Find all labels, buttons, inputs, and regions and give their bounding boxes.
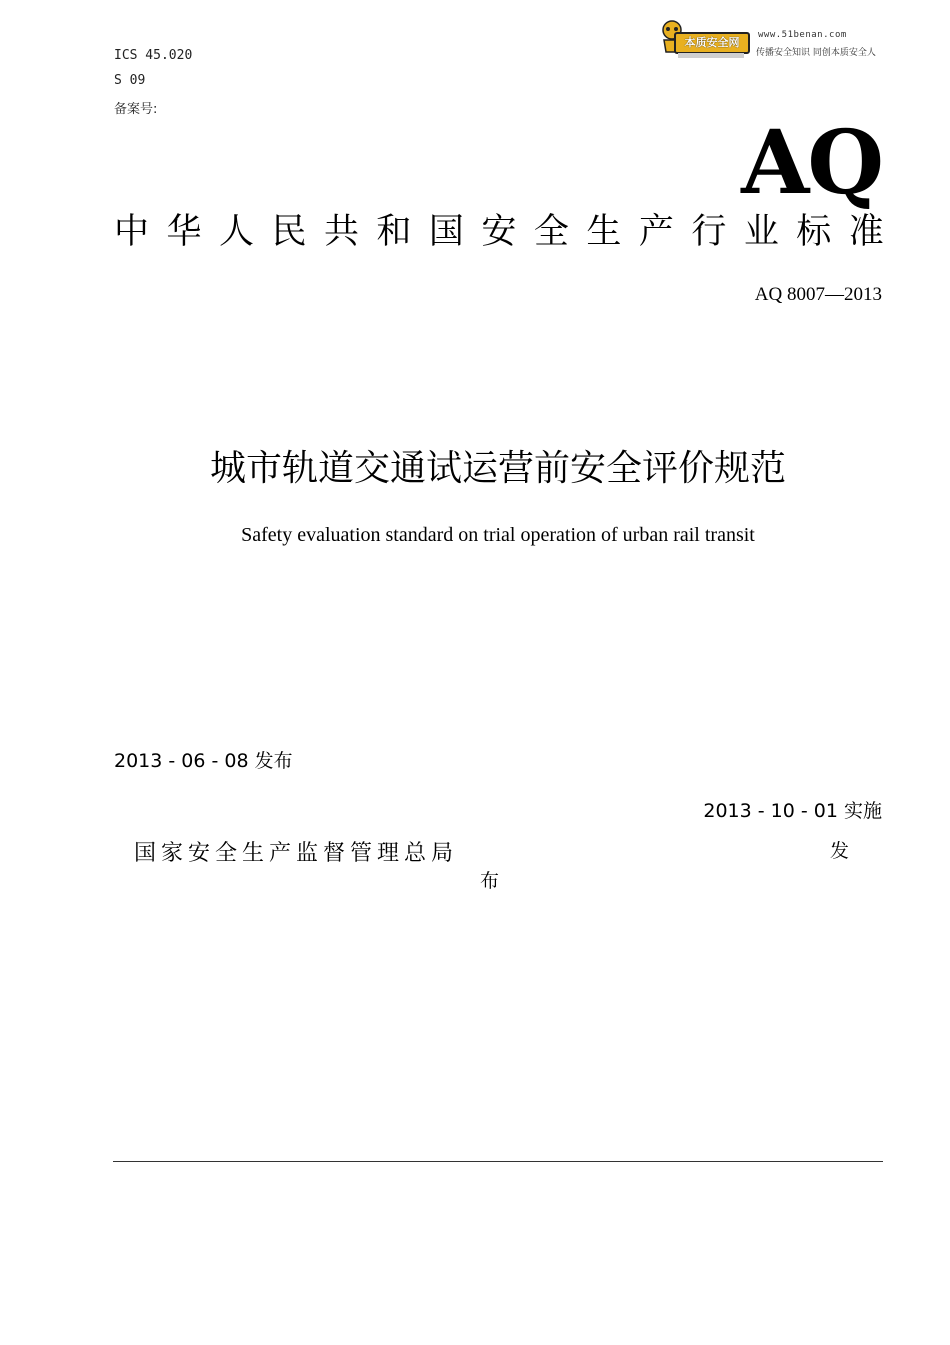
standard-mark: AQ [741, 110, 882, 214]
industry-standard-title [114, 208, 884, 256]
publish-date: 2013 - 06 - 08 发布 [114, 750, 293, 772]
industry-char: 中 [114, 212, 150, 252]
document-title: 城市轨道交通试运营前安全评价规范 [209, 448, 786, 489]
industry-char: 民 [271, 212, 307, 252]
ics-code: ICS 45.020 [114, 48, 193, 63]
footer-divider [113, 1161, 883, 1162]
logo-badge: 本质安全网 [674, 32, 750, 54]
issuing-authority: 国家安全生产监督管理总局 [134, 841, 459, 866]
site-slogan: 传播安全知识 同创本质安全人 [756, 48, 876, 58]
industry-char: 全 [533, 212, 569, 252]
industry-char: 准 [848, 212, 884, 252]
standard-number: AQ 8007—2013 [754, 284, 882, 305]
industry-char: 国 [428, 212, 464, 252]
industry-char: 共 [323, 212, 359, 252]
industry-char: 安 [481, 212, 517, 252]
implement-date: 2013 - 10 - 01 实施 [703, 800, 882, 822]
industry-char: 和 [376, 212, 412, 252]
site-url: www.51benan.com [758, 30, 847, 40]
issue-label-bu: 布 [480, 870, 500, 892]
industry-char: 标 [796, 212, 832, 252]
logo-underline [678, 53, 744, 58]
industry-char: 生 [586, 212, 622, 252]
industry-char: 华 [166, 212, 202, 252]
record-number-label: 备案号: [114, 102, 158, 117]
industry-char: 产 [638, 212, 674, 252]
industry-char: 人 [218, 212, 254, 252]
industry-char: 行 [691, 212, 727, 252]
document-title-english: Safety evaluation standard on trial operation of urban rail transit [241, 524, 755, 546]
classification-code: S 09 [114, 73, 146, 88]
site-logo [658, 18, 750, 60]
industry-char: 业 [743, 212, 779, 252]
issue-label-fa: 发 [830, 840, 850, 862]
